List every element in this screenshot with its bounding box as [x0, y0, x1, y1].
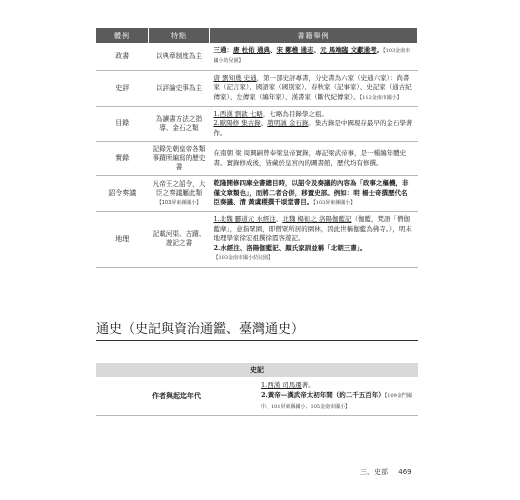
genre-examples — [210, 43, 418, 70]
text-run: 2.黃帝—漢武帝太初年間（約二千五百年） — [261, 391, 385, 399]
text-run: 唐 杜佑 通典 — [233, 46, 271, 54]
exam-source-tag: 【103金南市國小幼兒園】 — [213, 48, 411, 65]
genre-type: 地理 — [96, 212, 149, 267]
table-row — [96, 107, 418, 142]
text-run: 。 — [376, 46, 384, 54]
genre-feature — [149, 70, 210, 106]
genre-feature — [149, 142, 210, 176]
table-row — [96, 176, 418, 212]
exam-source-tag: 【103金南市國小幼兒園】 — [213, 255, 274, 262]
header-feature: 特點 — [149, 28, 210, 43]
text-run: 三通： — [213, 46, 233, 54]
table-row — [96, 142, 418, 176]
text-run: 乾隆開修四庫全書總目時，以詔令及奏議的內容為「政事之樞機，非僅文章類也」，而將二者合併，移置史部。例如：明 楊士奇撰歷代名臣奏議、清 黃虞稷撰千頃堂書目。 — [213, 179, 409, 207]
header-type: 體例 — [96, 28, 149, 43]
page-content — [96, 28, 418, 268]
feature-text: 為讀書方法之指導、金石之類 — [155, 115, 203, 133]
table-body — [96, 43, 418, 267]
genre-feature — [149, 107, 210, 142]
table-row — [96, 377, 418, 416]
page-number: 469 — [398, 468, 412, 476]
page-footer — [360, 467, 412, 477]
text-run: 元 馬端臨 文獻通考 — [320, 46, 377, 54]
genre-type: 史評 — [96, 70, 149, 106]
chapter-label: 三、史部 — [360, 468, 388, 476]
shiji-header-row — [96, 363, 418, 377]
genre-type: 詔令奏議 — [96, 176, 149, 212]
table-row — [96, 212, 418, 267]
text-run: 1.西漢 劉歆 七略 — [213, 110, 263, 119]
genre-feature — [149, 176, 210, 212]
shiji-label: 作者與起迄年代 — [96, 377, 257, 416]
text-run: 在南朝 梁 周興嗣曾奉梁皇帝實錄，專記梁武帝事，是一種編年體史書。實錄修成後，皆藏於皇宮內的圖書館，歷代均有修撰。 — [213, 149, 407, 167]
feature-text: 以典章制度為主 — [155, 51, 203, 60]
table-header-row — [96, 28, 418, 43]
table-row — [96, 43, 418, 70]
text-run: 。集古錄是中國現存最早的金石學著作。 — [213, 119, 413, 137]
text-run: 宋 鄭樵 通志 — [276, 46, 314, 54]
feature-text: 凡帝王之詔令，大臣之奏議屬此類 — [152, 179, 206, 197]
feature-text: 以評論史事為主 — [155, 83, 203, 92]
genre-type: 目錄 — [96, 107, 149, 142]
exam-source-tag: 【103屏東縣國小】 — [313, 200, 356, 207]
header-examples: 書籍舉例 — [210, 28, 418, 43]
text-run: 、 — [260, 119, 268, 128]
shiji-content — [257, 377, 418, 416]
genre-feature — [149, 43, 210, 70]
shiji-table — [96, 363, 418, 416]
feature-text: 記載河渠、古蹟、遊記之書 — [152, 230, 206, 248]
text-run: 唐 劉知幾 史通 — [213, 73, 257, 82]
text-run: 2.水經注、洛陽伽藍記、顏氏家訓並稱「北朝三書」。 — [213, 243, 367, 252]
genre-type: 實錄 — [96, 142, 149, 176]
text-run: 1.西漢 司馬遷 — [261, 381, 302, 389]
text-run: 著。 — [301, 381, 315, 389]
text-run: 、 — [313, 46, 321, 54]
history-genre-table — [96, 28, 418, 268]
genre-examples — [210, 142, 418, 176]
text-run: ，第一部史評專書，分史書為六家（史通六家）：尚書家（記言家）、國語家（國別家）、春秋家（記事家）、史記家（通古紀傳家）、左傳家（編年家）、漢書家（斷代紀傳家）。 — [213, 73, 412, 101]
exam-source-tag: 【109金門國中、101屏東縣國小、105金南市國小】 — [261, 393, 412, 410]
shiji-header: 史記 — [96, 363, 418, 377]
genre-type: 政書 — [96, 43, 149, 70]
genre-examples — [210, 176, 418, 212]
genre-examples — [210, 70, 418, 106]
list-item — [261, 390, 414, 412]
genre-examples — [210, 107, 418, 142]
text-run: 北魏 楊衒之 洛陽伽藍記 — [282, 215, 352, 224]
text-run: 1.北魏 酈道元 水經注 — [213, 215, 276, 224]
exam-source-tag: 【103屏東縣國小】 — [156, 199, 202, 206]
text-run: 趙明誠 金石錄 — [267, 119, 309, 128]
list-item — [261, 380, 414, 390]
text-run: ，七略為目錄學之祖。 — [262, 110, 328, 119]
text-run: 2.歐陽修 集古錄 — [213, 119, 261, 128]
text-run: （伽藍，梵語「僧伽藍摩」，意指眾園，即僧眾所居的園林，因此世稱伽藍為佛寺。），明末地理學家徐宏祖撰徐霞客遊記。 — [213, 215, 412, 243]
table-row — [96, 70, 418, 106]
genre-examples — [210, 212, 418, 267]
shiji-table-wrapper — [96, 363, 418, 416]
text-run: 、 — [275, 215, 283, 224]
feature-text: 記錄先朝皇帝各類事蹟所編寫的歷史書 — [152, 145, 206, 172]
genre-feature — [149, 212, 210, 267]
exam-source-tag: 【112金南市國小】 — [359, 94, 402, 101]
section-title: 通史（史記與資治通鑑、臺灣通史） — [96, 318, 418, 341]
text-run: 、 — [270, 46, 277, 54]
